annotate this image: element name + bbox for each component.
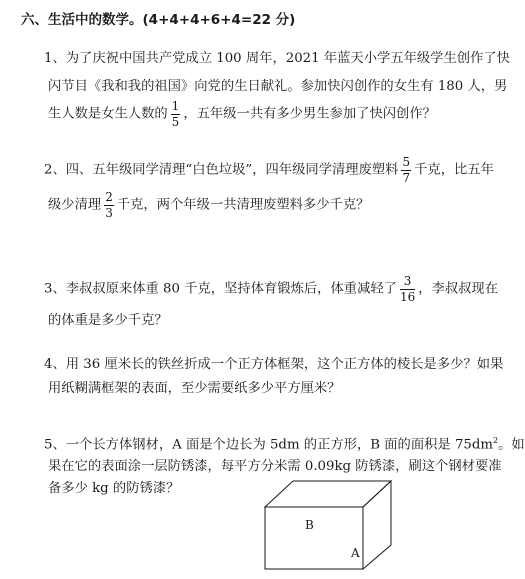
cuboid-figure bbox=[263, 479, 393, 571]
q5-superscript: 2 bbox=[493, 436, 499, 445]
q2-line-2 bbox=[48, 191, 369, 219]
q5-text-a: 5、一个长方体钢材，A 面是个边长为 5dm 的正方形，B 面的面积是 75dm bbox=[44, 437, 494, 453]
q1-frac-num: 1 bbox=[171, 99, 180, 113]
section-title: 六、生活中的数学。(4+4+4+6+4=22 分) bbox=[21, 12, 296, 28]
q2-frac2-den: 3 bbox=[105, 205, 113, 220]
q5-line-1 bbox=[44, 437, 525, 452]
q3-text-b: ，李叔叔现在 bbox=[418, 281, 499, 297]
q3-frac-num: 3 bbox=[400, 275, 415, 290]
q1-text-a: 生人数是女生人数的 bbox=[48, 106, 168, 122]
q1-line-3 bbox=[48, 100, 436, 128]
q3-line-2: 的体重是多少千克？ bbox=[48, 313, 168, 328]
q1-frac-den: 5 bbox=[171, 114, 180, 129]
cuboid-side-face-a bbox=[363, 481, 391, 569]
q2-line-1 bbox=[44, 156, 494, 184]
q2-fraction-2 bbox=[104, 191, 114, 219]
q1-line-1: 1、为了庆祝中国共产党成立 100 周年，2021 年蓝天小学五年级学生创作了快 bbox=[44, 51, 510, 66]
q2-frac2-num: 2 bbox=[105, 190, 113, 204]
q2-text-d: 千克，两个年级一共清理废塑料多少千克？ bbox=[116, 197, 370, 213]
cuboid-front-face-b bbox=[265, 507, 363, 569]
cuboid-top-face bbox=[265, 481, 391, 507]
q2-text-a: 2、四、五年级同学清理“白色垃圾”，四年级同学清理废塑料 bbox=[44, 162, 399, 178]
q3-fraction bbox=[400, 275, 415, 303]
q2-frac1-den: 7 bbox=[402, 170, 411, 185]
q4-line-1: 4、用 36 厘米长的铁丝折成一个正方体框架，这个正方体的棱长是多少？如果 bbox=[44, 357, 504, 372]
q5-text-b: 。如 bbox=[498, 437, 525, 453]
q1-fraction bbox=[171, 100, 181, 128]
q5-line-3: 备多少 kg 的防锈漆？ bbox=[48, 481, 180, 496]
q2-text-c: 级少清理 bbox=[48, 197, 102, 213]
q2-frac1-num: 5 bbox=[402, 155, 411, 169]
q1-text-b: ，五年级一共有多少男生参加了快闪创作？ bbox=[183, 106, 436, 122]
q3-line-1 bbox=[44, 275, 498, 303]
q4-line-2: 用纸糊满框架的表面，至少需要纸多少平方厘米？ bbox=[48, 381, 341, 396]
q5-line-2: 果在它的表面涂一层防锈漆，每平方分米需 0.09kg 防锈漆，刷这个钢材要准 bbox=[48, 459, 502, 474]
cuboid-label-a: A bbox=[351, 546, 360, 560]
q1-line-2: 闪节目《我和我的祖国》向党的生日献礼。参加快闪创作的女生有 180 人，男 bbox=[48, 79, 508, 94]
q3-text-a: 3、李叔叔原来体重 80 千克，坚持体育锻炼后，体重减轻了 bbox=[44, 281, 397, 297]
q3-frac-den: 16 bbox=[399, 289, 416, 304]
cuboid-label-b: B bbox=[305, 518, 314, 532]
q2-text-b: 千克，比五年 bbox=[414, 162, 494, 178]
q2-fraction-1 bbox=[401, 156, 411, 184]
